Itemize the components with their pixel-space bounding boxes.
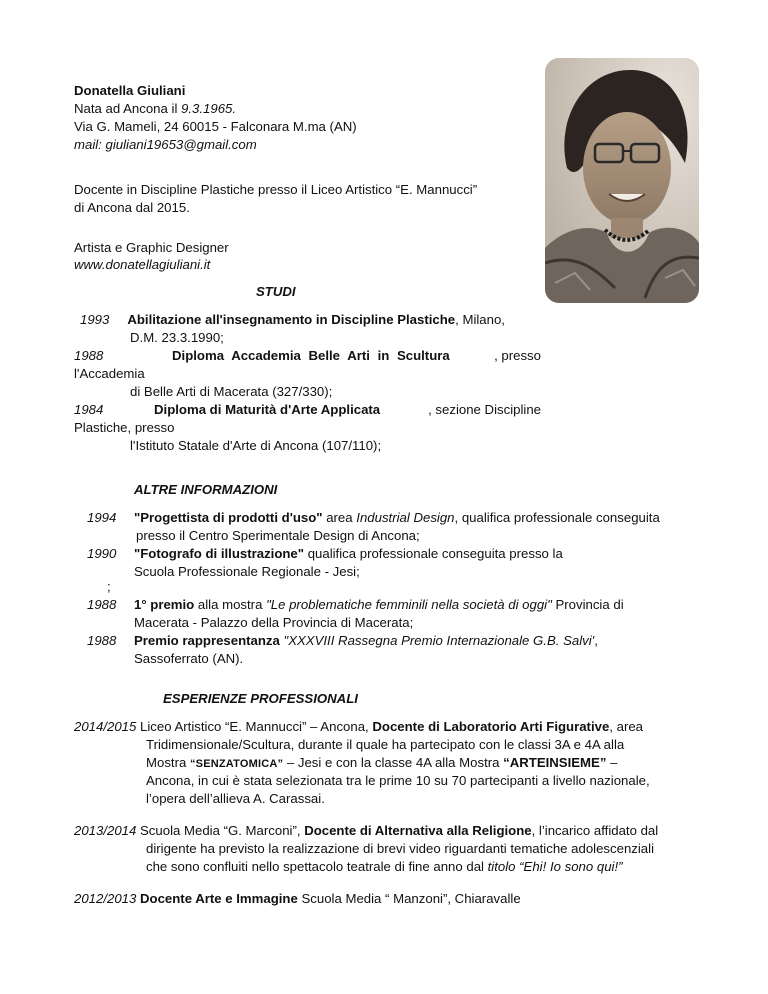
exp-entry-2-line2: dirigente ha previsto la realizzazione di brevi video riguardanti tematiche adolescenziali — [146, 841, 655, 856]
section-heading-esperienze: ESPERIENZE PROFESSIONALI — [163, 691, 358, 706]
exp-exhibition-1: “SENZATOMICA” — [189, 758, 284, 770]
teaching-line-2: di Ancona dal 2015. — [74, 200, 190, 215]
altre-bold: 1° premio — [134, 597, 195, 612]
exp-role: Docente di Alternativa alla Religione — [304, 823, 532, 838]
artist-line: Artista e Graphic Designer — [74, 240, 229, 255]
altre-ital: "XXXVIII Rassegna Premio Internazionale G.B. Salvi' — [279, 633, 595, 648]
altre-rest: Provincia di — [551, 597, 624, 612]
altre-rest: , qualifica professionale conseguita — [454, 510, 660, 525]
studi-rest: , sezione Discipline — [428, 402, 541, 417]
section-heading-altre: ALTRE INFORMAZIONI — [134, 482, 278, 497]
exp-text: – Jesi e con la classe 4A alla Mostra — [283, 755, 504, 770]
altre-year-2: 1990 — [87, 546, 117, 561]
altre-ital: Industrial Design — [356, 510, 455, 525]
studi-entry-3 — [74, 401, 541, 419]
studi-entry-1-line2: D.M. 23.3.1990; — [130, 330, 224, 345]
studi-year: 1984 — [74, 402, 104, 417]
altre-year-1: 1994 — [87, 510, 117, 525]
altre-entry-4-line2: Sassoferrato (AN). — [134, 651, 244, 666]
teaching-line-1: Docente in Discipline Plastiche presso il Liceo Artistico “E. Mannucci” — [74, 182, 478, 197]
birth-date: 9.3.1965. — [181, 101, 237, 116]
altre-bold: "Progettista di prodotti d'uso" — [134, 510, 323, 525]
altre-entry-1-line2: presso il Centro Sperimentale Design di Ancona; — [136, 528, 420, 543]
altre-entry-3-line2: Macerata - Palazzo della Provincia di Macerata; — [134, 615, 414, 630]
studi-entry-3-line3: l'Istituto Statale d'Arte di Ancona (107/110); — [130, 438, 382, 453]
altre-year-4: 1988 — [87, 633, 117, 648]
exp-text-c: Scuola Media “ Manzoni”, Chiaravalle — [297, 891, 521, 906]
studi-entry-2 — [74, 347, 541, 365]
portrait-illustration — [545, 58, 699, 303]
altre-mid: alla mostra — [194, 597, 267, 612]
section-heading-studi: STUDI — [256, 284, 296, 299]
exp-entry-2-line3 — [146, 858, 623, 876]
altre-entry-2 — [134, 545, 563, 563]
exp-year: 2013/2014 — [74, 823, 137, 838]
exp-text-a: Liceo Artistico “E. Mannucci” – Ancona, — [136, 719, 373, 734]
website-link[interactable]: www.donatellagiuliani.it — [74, 257, 211, 272]
exp-text: – — [606, 755, 618, 770]
studi-title: Diploma Accademia Belle Arti in Scultura — [172, 348, 450, 363]
exp-entry-1-line5: l’opera dell’allieva A. Carassai. — [146, 791, 325, 806]
exp-text-c: , l’incarico affidato dal — [531, 823, 659, 838]
email[interactable]: mail: giuliani19653@gmail.com — [74, 137, 257, 152]
studi-year: 1988 — [74, 348, 104, 363]
person-name: Donatella Giuliani — [74, 83, 186, 98]
exp-title: titolo “Ehi! Io sono qui!” — [487, 859, 623, 874]
exp-text: che sono confluiti nello spettacolo teatrale di fine anno dal — [146, 859, 488, 874]
altre-entry-4 — [134, 632, 598, 650]
exp-text-c: , area — [609, 719, 644, 734]
altre-bold: Premio rappresentanza — [134, 633, 280, 648]
altre-ital: "Le problematiche femminili nella società di oggi" — [266, 597, 552, 612]
birth-prefix: Nata ad Ancona il — [74, 101, 182, 116]
altre-entry-2-line2: Scuola Professionale Regionale - Jesi; — [134, 564, 360, 579]
address: Via G. Mameli, 24 60015 - Falconara M.ma (AN) — [74, 119, 357, 134]
exp-role: Docente di Laboratorio Arti Figurative — [372, 719, 610, 734]
birth-line — [74, 100, 236, 118]
exp-entry-3 — [74, 890, 521, 908]
exp-entry-1-line2: Tridimensionale/Scultura, durante il quale ha partecipato con le classi 3A e 4A alla — [146, 737, 625, 752]
exp-role: Docente Arte e Immagine — [136, 891, 298, 906]
studi-rest: , presso — [494, 348, 541, 363]
stray-semicolon: ; — [107, 579, 111, 594]
exp-exhibition-2: “ARTEINSIEME” — [503, 755, 607, 770]
exp-text-a: Scuola Media “G. Marconi”, — [136, 823, 305, 838]
studi-entry-2-line3: di Belle Arti di Macerata (327/330); — [130, 384, 333, 399]
altre-entry-3 — [134, 596, 624, 614]
studi-entry-1 — [80, 311, 505, 329]
altre-mid: area — [322, 510, 357, 525]
altre-rest: , — [594, 633, 598, 648]
altre-entry-1 — [134, 509, 660, 527]
exp-entry-1 — [74, 718, 643, 736]
exp-entry-2 — [74, 822, 658, 840]
altre-year-3: 1988 — [87, 597, 117, 612]
exp-year: 2012/2013 — [74, 891, 137, 906]
exp-year: 2014/2015 — [74, 719, 137, 734]
studi-title: Diploma di Maturità d'Arte Applicata — [154, 402, 381, 417]
altre-rest: qualifica professionale conseguita presso la — [304, 546, 563, 561]
studi-rest: , Milano, — [455, 312, 505, 327]
exp-text: Mostra — [146, 755, 190, 770]
studi-entry-2-line2: l'Accademia — [74, 366, 145, 381]
exp-entry-1-line3 — [146, 754, 617, 774]
studi-year: 1993 — [80, 312, 110, 327]
exp-entry-1-line4: Ancona, in cui è stata selezionata tra le prime 10 su 70 partecipanti a livello nazionale, — [146, 773, 650, 788]
studi-title: Abilitazione all'insegnamento in Discipline Plastiche — [127, 312, 456, 327]
profile-photo — [545, 58, 699, 303]
altre-bold: "Fotografo di illustrazione" — [134, 546, 305, 561]
studi-entry-3-line2: Plastiche, presso — [74, 420, 175, 435]
